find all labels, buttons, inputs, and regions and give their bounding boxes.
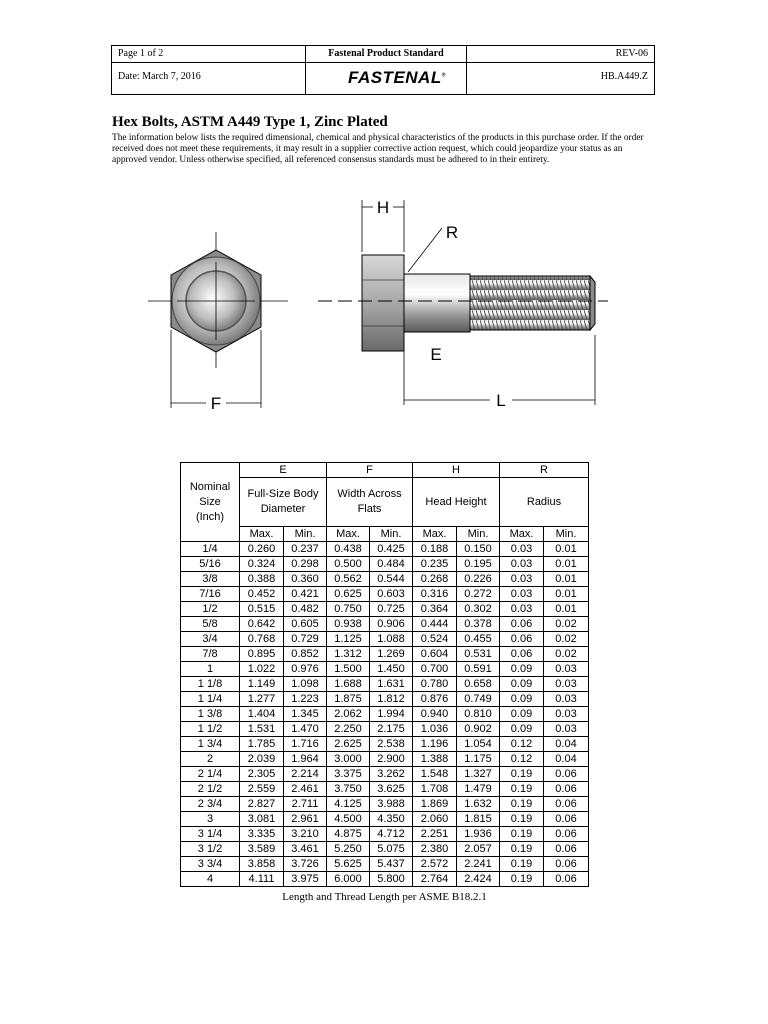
table-row: [181, 707, 589, 722]
nominal-size-cell: 1/4: [181, 542, 240, 557]
value-cell: 0.12: [500, 752, 544, 767]
max-label: Max.: [327, 527, 370, 542]
value-cell: 5.250: [327, 842, 370, 857]
value-cell: 0.03: [500, 557, 544, 572]
value-cell: 0.01: [544, 587, 589, 602]
table-row: [181, 557, 589, 572]
value-cell: 0.482: [284, 602, 327, 617]
value-cell: 0.938: [327, 617, 370, 632]
nominal-size-cell: 7/8: [181, 647, 240, 662]
value-cell: 0.06: [544, 797, 589, 812]
value-cell: 0.02: [544, 632, 589, 647]
value-cell: 0.06: [544, 827, 589, 842]
value-cell: 1.470: [284, 722, 327, 737]
value-cell: 0.364: [413, 602, 457, 617]
value-cell: 0.03: [500, 572, 544, 587]
table-row: [181, 677, 589, 692]
desc-radius: Radius: [500, 478, 589, 527]
value-cell: 0.09: [500, 722, 544, 737]
value-cell: 0.19: [500, 842, 544, 857]
value-cell: 0.484: [370, 557, 413, 572]
value-cell: 1.869: [413, 797, 457, 812]
table-row: [181, 797, 589, 812]
value-cell: 1.812: [370, 692, 413, 707]
group-header-f: F: [327, 463, 413, 478]
value-cell: 0.302: [457, 602, 500, 617]
value-cell: 1.088: [370, 632, 413, 647]
value-cell: 3.262: [370, 767, 413, 782]
value-cell: 0.515: [240, 602, 284, 617]
value-cell: 0.06: [544, 842, 589, 857]
value-cell: 0.524: [413, 632, 457, 647]
value-cell: 0.195: [457, 557, 500, 572]
value-cell: 0.06: [544, 857, 589, 872]
value-cell: 4.712: [370, 827, 413, 842]
nominal-size-cell: 2 1/2: [181, 782, 240, 797]
value-cell: 0.316: [413, 587, 457, 602]
value-cell: 0.729: [284, 632, 327, 647]
value-cell: 1.548: [413, 767, 457, 782]
value-cell: 3.081: [240, 812, 284, 827]
value-cell: 0.03: [500, 542, 544, 557]
value-cell: 0.09: [500, 677, 544, 692]
value-cell: 2.538: [370, 737, 413, 752]
value-cell: 1.149: [240, 677, 284, 692]
table-row: [181, 692, 589, 707]
value-cell: 0.03: [500, 587, 544, 602]
value-cell: 1.936: [457, 827, 500, 842]
min-label: Min.: [284, 527, 327, 542]
value-cell: 2.175: [370, 722, 413, 737]
group-header-h: H: [413, 463, 500, 478]
value-cell: 0.642: [240, 617, 284, 632]
group-header-e: E: [240, 463, 327, 478]
nominal-size-cell: 2 1/4: [181, 767, 240, 782]
nominal-size-cell: 5/8: [181, 617, 240, 632]
value-cell: 0.378: [457, 617, 500, 632]
table-row: [181, 647, 589, 662]
desc-body-diameter: Full-Size Body Diameter: [240, 478, 327, 527]
value-cell: 1.708: [413, 782, 457, 797]
header-divider: [466, 46, 467, 94]
value-cell: 1.223: [284, 692, 327, 707]
value-cell: 0.04: [544, 737, 589, 752]
max-label: Max.: [240, 527, 284, 542]
bolt-side-view: [318, 198, 608, 410]
value-cell: 0.150: [457, 542, 500, 557]
value-cell: 0.19: [500, 872, 544, 887]
value-cell: 0.298: [284, 557, 327, 572]
value-cell: 0.725: [370, 602, 413, 617]
value-cell: 2.461: [284, 782, 327, 797]
table-row: [181, 782, 589, 797]
value-cell: 5.800: [370, 872, 413, 887]
value-cell: 2.062: [327, 707, 370, 722]
value-cell: 0.531: [457, 647, 500, 662]
min-label: Min.: [544, 527, 589, 542]
value-cell: 0.940: [413, 707, 457, 722]
value-cell: 0.455: [457, 632, 500, 647]
nominal-size-cell: 3: [181, 812, 240, 827]
table-row: [181, 767, 589, 782]
value-cell: 0.06: [544, 812, 589, 827]
nominal-size-cell: 1/2: [181, 602, 240, 617]
value-cell: 1.327: [457, 767, 500, 782]
value-cell: 0.603: [370, 587, 413, 602]
value-cell: 2.250: [327, 722, 370, 737]
standard-title: Fastenal Product Standard: [328, 48, 444, 59]
header-divider: [112, 62, 654, 63]
table-row: [181, 872, 589, 887]
value-cell: 0.06: [500, 632, 544, 647]
nominal-size-cell: 3/8: [181, 572, 240, 587]
group-header-r: R: [500, 463, 589, 478]
table-row: [181, 827, 589, 842]
value-cell: 0.06: [544, 782, 589, 797]
value-cell: 0.906: [370, 617, 413, 632]
value-cell: 0.03: [544, 707, 589, 722]
value-cell: 1.875: [327, 692, 370, 707]
value-cell: 0.272: [457, 587, 500, 602]
value-cell: 1.716: [284, 737, 327, 752]
value-cell: 2.900: [370, 752, 413, 767]
value-cell: 0.444: [413, 617, 457, 632]
value-cell: 1.022: [240, 662, 284, 677]
value-cell: 0.19: [500, 827, 544, 842]
value-cell: 0.03: [500, 602, 544, 617]
table-row: [181, 587, 589, 602]
value-cell: 1.500: [327, 662, 370, 677]
dimension-label-h: H: [376, 198, 390, 217]
value-cell: 0.625: [327, 587, 370, 602]
desc-head-height: Head Height: [413, 478, 500, 527]
dimension-label-r: R: [445, 223, 459, 242]
value-cell: 4.111: [240, 872, 284, 887]
value-cell: 1.312: [327, 647, 370, 662]
value-cell: 0.03: [544, 677, 589, 692]
value-cell: 2.251: [413, 827, 457, 842]
value-cell: 1.815: [457, 812, 500, 827]
page-title: Hex Bolts, ASTM A449 Type 1, Zinc Plated: [112, 114, 388, 130]
value-cell: 0.895: [240, 647, 284, 662]
value-cell: 0.06: [544, 872, 589, 887]
value-cell: 1.036: [413, 722, 457, 737]
value-cell: 1.125: [327, 632, 370, 647]
nominal-size-header: Nominal Size (Inch): [181, 463, 240, 542]
nominal-size-cell: 3 1/2: [181, 842, 240, 857]
value-cell: 0.19: [500, 782, 544, 797]
value-cell: 1.450: [370, 662, 413, 677]
nominal-size-cell: 1 1/8: [181, 677, 240, 692]
nominal-size-cell: 5/16: [181, 557, 240, 572]
value-cell: 0.19: [500, 797, 544, 812]
nominal-size-cell: 1 3/4: [181, 737, 240, 752]
value-cell: 0.02: [544, 647, 589, 662]
value-cell: 1.479: [457, 782, 500, 797]
value-cell: 0.388: [240, 572, 284, 587]
page-number: Page 1 of 2: [118, 48, 164, 59]
value-cell: 4.500: [327, 812, 370, 827]
value-cell: 3.750: [327, 782, 370, 797]
table-row: [181, 812, 589, 827]
nominal-size-cell: 3/4: [181, 632, 240, 647]
nominal-size-cell: 2 3/4: [181, 797, 240, 812]
value-cell: 0.06: [500, 647, 544, 662]
value-cell: 2.711: [284, 797, 327, 812]
value-cell: 1.531: [240, 722, 284, 737]
nominal-size-cell: 1 1/4: [181, 692, 240, 707]
value-cell: 0.235: [413, 557, 457, 572]
dimension-table: [180, 462, 589, 887]
dimension-label-l: L: [496, 391, 506, 410]
document-date: Date: March 7, 2016: [118, 71, 201, 82]
value-cell: 2.827: [240, 797, 284, 812]
value-cell: 0.810: [457, 707, 500, 722]
value-cell: 1.054: [457, 737, 500, 752]
value-cell: 3.461: [284, 842, 327, 857]
value-cell: 3.858: [240, 857, 284, 872]
value-cell: 2.572: [413, 857, 457, 872]
value-cell: 0.01: [544, 602, 589, 617]
value-cell: 0.876: [413, 692, 457, 707]
value-cell: 0.19: [500, 767, 544, 782]
value-cell: 0.360: [284, 572, 327, 587]
value-cell: 0.658: [457, 677, 500, 692]
value-cell: 0.268: [413, 572, 457, 587]
value-cell: 0.780: [413, 677, 457, 692]
value-cell: 4.875: [327, 827, 370, 842]
table-row: [181, 737, 589, 752]
table-row: [181, 857, 589, 872]
min-label: Min.: [370, 527, 413, 542]
value-cell: 2.214: [284, 767, 327, 782]
value-cell: 2.380: [413, 842, 457, 857]
value-cell: 2.039: [240, 752, 284, 767]
value-cell: 1.632: [457, 797, 500, 812]
value-cell: 0.226: [457, 572, 500, 587]
value-cell: 1.345: [284, 707, 327, 722]
fastenal-logo: FASTENAL®: [348, 68, 446, 87]
value-cell: 0.12: [500, 737, 544, 752]
value-cell: 0.452: [240, 587, 284, 602]
table-row: [181, 602, 589, 617]
bolt-head: [362, 255, 404, 351]
value-cell: 4.125: [327, 797, 370, 812]
value-cell: 0.01: [544, 557, 589, 572]
value-cell: 3.210: [284, 827, 327, 842]
value-cell: 0.749: [457, 692, 500, 707]
nominal-size-cell: 1 3/8: [181, 707, 240, 722]
value-cell: 3.000: [327, 752, 370, 767]
value-cell: 0.544: [370, 572, 413, 587]
value-cell: 2.625: [327, 737, 370, 752]
value-cell: 0.06: [544, 767, 589, 782]
max-label: Max.: [500, 527, 544, 542]
table-row: [181, 752, 589, 767]
nominal-size-cell: 7/16: [181, 587, 240, 602]
value-cell: 0.500: [327, 557, 370, 572]
value-cell: 1.631: [370, 677, 413, 692]
value-cell: 0.03: [544, 692, 589, 707]
value-cell: 1.175: [457, 752, 500, 767]
value-cell: 1.785: [240, 737, 284, 752]
value-cell: 1.994: [370, 707, 413, 722]
value-cell: 2.305: [240, 767, 284, 782]
value-cell: 2.057: [457, 842, 500, 857]
value-cell: 2.241: [457, 857, 500, 872]
value-cell: 0.03: [544, 662, 589, 677]
max-min-row: [181, 527, 589, 542]
min-label: Min.: [457, 527, 500, 542]
nominal-size-cell: 3 1/4: [181, 827, 240, 842]
table-row: [181, 662, 589, 677]
value-cell: 3.375: [327, 767, 370, 782]
value-cell: 2.424: [457, 872, 500, 887]
table-row: [181, 572, 589, 587]
value-cell: 5.625: [327, 857, 370, 872]
value-cell: 0.852: [284, 647, 327, 662]
revision: REV-06: [615, 48, 648, 59]
value-cell: 0.421: [284, 587, 327, 602]
value-cell: 0.768: [240, 632, 284, 647]
nominal-size-cell: 1 1/2: [181, 722, 240, 737]
value-cell: 0.01: [544, 572, 589, 587]
value-cell: 0.425: [370, 542, 413, 557]
table-row: [181, 617, 589, 632]
value-cell: 0.438: [327, 542, 370, 557]
document-header: [111, 45, 655, 95]
value-cell: 1.269: [370, 647, 413, 662]
value-cell: 3.625: [370, 782, 413, 797]
value-cell: 3.589: [240, 842, 284, 857]
value-cell: 4.350: [370, 812, 413, 827]
value-cell: 0.09: [500, 692, 544, 707]
value-cell: 0.188: [413, 542, 457, 557]
value-cell: 5.075: [370, 842, 413, 857]
nominal-size-cell: 4: [181, 872, 240, 887]
value-cell: 5.437: [370, 857, 413, 872]
value-cell: 0.324: [240, 557, 284, 572]
dimension-label-e: E: [430, 345, 442, 364]
value-cell: 2.559: [240, 782, 284, 797]
value-cell: 0.902: [457, 722, 500, 737]
value-cell: 1.688: [327, 677, 370, 692]
value-cell: 2.060: [413, 812, 457, 827]
table-row: [181, 632, 589, 647]
intro-paragraph: The information below lists the required dimensional, chemical and physical characteristics of the products in this purchase order. If the order received does not meet these requirements, it may result in a supplier corrective action request, which could jeopardize your status as an approved vendor. Unless otherwise specified, all referenced consensus standards must be adhered to in their entirety.: [112, 133, 644, 165]
value-cell: 3.988: [370, 797, 413, 812]
value-cell: 1.404: [240, 707, 284, 722]
value-cell: 0.01: [544, 542, 589, 557]
table-note: Length and Thread Length per ASME B18.2.1: [282, 891, 487, 903]
value-cell: 0.02: [544, 617, 589, 632]
value-cell: 0.03: [544, 722, 589, 737]
value-cell: 0.976: [284, 662, 327, 677]
value-cell: 1.964: [284, 752, 327, 767]
value-cell: 0.04: [544, 752, 589, 767]
value-cell: 1.388: [413, 752, 457, 767]
value-cell: 3.335: [240, 827, 284, 842]
bolt-shank: [404, 274, 470, 332]
value-cell: 0.700: [413, 662, 457, 677]
table-row: [181, 842, 589, 857]
bolt-thread: [470, 276, 590, 330]
value-cell: 1.277: [240, 692, 284, 707]
nominal-size-cell: 1: [181, 662, 240, 677]
value-cell: 0.260: [240, 542, 284, 557]
desc-width-across-flats: Width Across Flats: [327, 478, 413, 527]
nominal-size-cell: 2: [181, 752, 240, 767]
value-cell: 3.975: [284, 872, 327, 887]
value-cell: 0.750: [327, 602, 370, 617]
dimension-label-f: F: [210, 394, 222, 413]
max-label: Max.: [413, 527, 457, 542]
value-cell: 0.06: [500, 617, 544, 632]
value-cell: 0.562: [327, 572, 370, 587]
table-body: [181, 542, 589, 887]
value-cell: 0.237: [284, 542, 327, 557]
value-cell: 0.604: [413, 647, 457, 662]
value-cell: 0.09: [500, 707, 544, 722]
nominal-size-cell: 3 3/4: [181, 857, 240, 872]
value-cell: 2.961: [284, 812, 327, 827]
value-cell: 2.764: [413, 872, 457, 887]
table-row: [181, 542, 589, 557]
value-cell: 0.591: [457, 662, 500, 677]
value-cell: 1.196: [413, 737, 457, 752]
hex-end-view: [148, 232, 288, 413]
value-cell: 0.19: [500, 812, 544, 827]
hex-bolt-diagram: [140, 190, 610, 420]
table-row: [181, 722, 589, 737]
value-cell: 6.000: [327, 872, 370, 887]
value-cell: 0.605: [284, 617, 327, 632]
value-cell: 3.726: [284, 857, 327, 872]
document-number: HB.A449.Z: [600, 71, 648, 82]
value-cell: 1.098: [284, 677, 327, 692]
value-cell: 0.09: [500, 662, 544, 677]
value-cell: 0.19: [500, 857, 544, 872]
